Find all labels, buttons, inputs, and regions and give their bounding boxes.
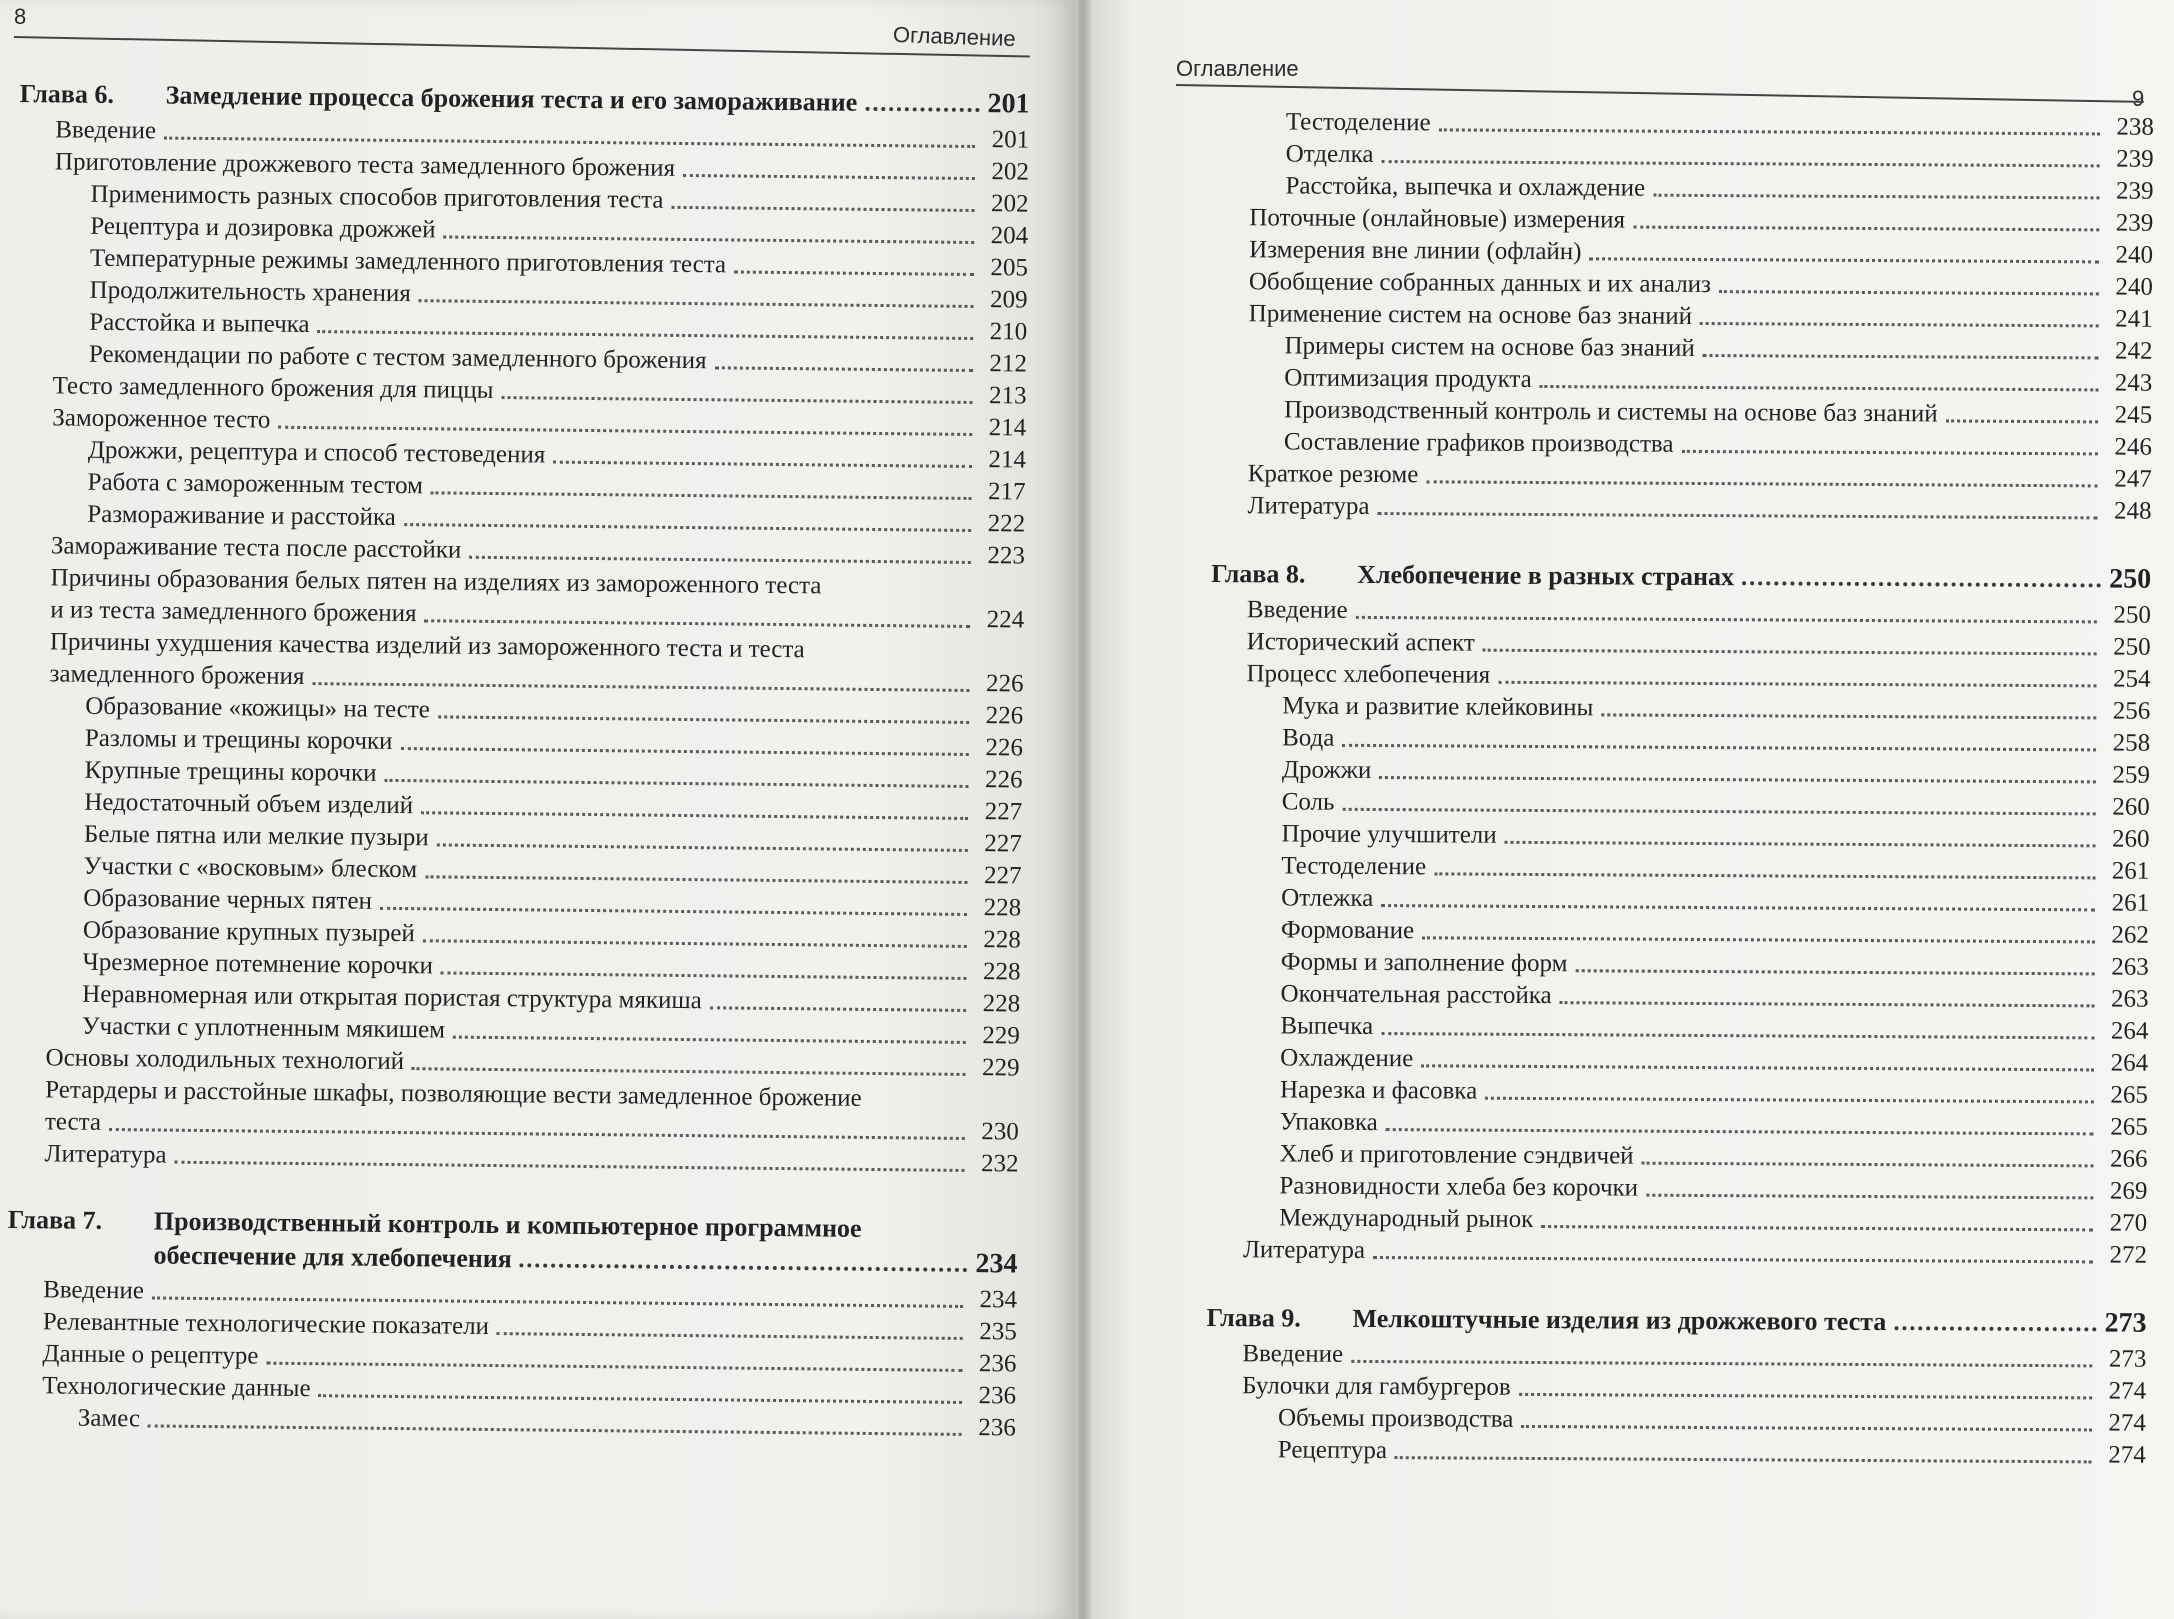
- dot-leader: [520, 1263, 968, 1272]
- dot-leader: [1575, 969, 2094, 975]
- toc-entry-label: Формование: [1280, 916, 1415, 945]
- toc-entry-page: 264: [2110, 1049, 2149, 1077]
- toc-entry-page: 248: [2113, 497, 2152, 525]
- toc-entry-label: Отлежка: [1281, 884, 1374, 912]
- right-running-title: Оглавление: [1176, 56, 1299, 81]
- dot-leader: [1646, 1194, 2093, 1200]
- toc-entry-page: 214: [988, 414, 1027, 442]
- toc-entry-page: 260: [2112, 793, 2150, 821]
- toc-entry-page: 274: [2108, 1441, 2146, 1469]
- toc-entry-page: 264: [2110, 1017, 2149, 1045]
- toc-entry-page: 236: [978, 1414, 1016, 1442]
- toc-entry-label: Белые пятна или мелкие пузыри: [83, 820, 429, 852]
- right-page-number: 9: [2132, 86, 2145, 111]
- dot-leader: [1540, 385, 2099, 391]
- dot-leader: [1642, 1162, 2094, 1168]
- dot-leader: [1434, 872, 2095, 879]
- chapter-number: Глава 8.: [1211, 558, 1306, 589]
- toc-entry-label: Рецептура и дозировка дрожжей: [90, 212, 436, 244]
- toc-entry-page: 229: [981, 1054, 1020, 1082]
- right-header-rule: [1176, 84, 2144, 103]
- toc-entry-page: 254: [2112, 665, 2151, 693]
- dot-leader: [1505, 841, 2096, 848]
- chapter-heading: [1206, 1300, 2146, 1340]
- toc-entry: [9, 1074, 1020, 1149]
- dot-leader: [441, 971, 967, 980]
- toc-entry-page: 259: [2112, 761, 2151, 789]
- chapter-title: Замедление процесса брожения теста и его замораживание: [165, 80, 858, 117]
- chapter-number: Глава 6.: [19, 78, 115, 109]
- toc-entry-page: 212: [989, 350, 1028, 378]
- toc-entry-page: 227: [983, 862, 1022, 890]
- chapter-page: 201: [987, 88, 1030, 120]
- toc-entry-page: 217: [987, 478, 1026, 506]
- toc-entry-page: 201: [991, 126, 1030, 154]
- toc-entry-page: 236: [978, 1350, 1017, 1378]
- toc-entry-page: 245: [2114, 401, 2153, 429]
- toc-entry-label-cont: и из теста замедленного брожения: [50, 596, 417, 628]
- toc-entry-label: Замораживание теста после расстойки: [50, 532, 462, 564]
- toc-entry-label: Нарезка и фасовка: [1279, 1076, 1478, 1105]
- toc-entry-page: 250: [2113, 633, 2151, 661]
- toc-entry-page: 210: [989, 318, 1028, 346]
- dot-leader: [497, 1332, 963, 1340]
- toc-entry-page: 222: [987, 510, 1026, 538]
- toc-entry-page: 223: [987, 542, 1026, 570]
- toc-entry-page: 205: [990, 254, 1029, 282]
- toc-entry-label: Окончательная расстойка: [1280, 980, 1552, 1010]
- toc-entry-page: 261: [2111, 857, 2150, 885]
- toc-entry-page: 269: [2109, 1177, 2148, 1205]
- toc-entry-label: Охлаждение: [1280, 1044, 1414, 1073]
- dot-leader: [1946, 419, 2098, 423]
- toc-entry-page: 260: [2111, 825, 2150, 853]
- toc-entry-page: 236: [978, 1382, 1017, 1410]
- toc-entry-page: 232: [980, 1150, 1019, 1178]
- toc-entry-page: 239: [2115, 209, 2154, 237]
- toc-entry-page: 239: [2116, 145, 2154, 173]
- toc-entry-page: 263: [2110, 985, 2149, 1013]
- toc-entry-page: 272: [2109, 1241, 2148, 1269]
- dot-leader: [453, 1036, 966, 1044]
- toc-entry-label: Разломы и трещины корочки: [84, 724, 393, 755]
- toc-entry-page: 240: [2115, 273, 2153, 301]
- chapter-number: Глава 7.: [7, 1204, 103, 1235]
- toc-entry-page: 266: [2110, 1145, 2148, 1173]
- dot-leader: [380, 907, 967, 916]
- left-page: [0, 0, 1076, 1619]
- toc-entry-label: Расстойка и выпечка: [89, 308, 310, 339]
- toc-entry-page: 204: [990, 222, 1029, 250]
- dot-leader: [1498, 681, 2096, 688]
- toc-entry-label: Размораживание и расстойка: [87, 500, 396, 531]
- dot-leader: [319, 1394, 963, 1404]
- toc-entry-label: Тестоделение: [1281, 852, 1427, 881]
- toc-entry-page: 229: [982, 1022, 1021, 1050]
- dot-leader: [1703, 354, 2099, 359]
- toc-entry-page: 235: [979, 1318, 1017, 1346]
- dot-leader: [443, 235, 974, 244]
- toc-entry-label: Отделка: [1285, 140, 1374, 168]
- toc-entry-label: Применимость разных способов приготовления теста: [90, 180, 664, 214]
- dot-leader: [1521, 1425, 2092, 1431]
- toc-entry-label: Мука и развитие клейковины: [1282, 692, 1594, 722]
- dot-leader: [421, 811, 968, 820]
- chapter-gap: [1211, 522, 2151, 550]
- book-gutter: [1076, 0, 1092, 1619]
- toc-entry-page: 247: [2114, 465, 2152, 493]
- toc-entry-label: Вода: [1282, 724, 1335, 752]
- toc-entry-page: 228: [983, 894, 1022, 922]
- chapter-page: 234: [975, 1248, 1018, 1280]
- toc-entry-label: Тестоделение: [1285, 108, 1431, 137]
- toc-entry: [1206, 1434, 2146, 1472]
- dot-leader: [1381, 160, 2099, 167]
- toc-entry-page: 256: [2112, 697, 2151, 725]
- toc-entry-page: 250: [2113, 601, 2151, 629]
- dot-leader: [425, 875, 967, 884]
- toc-entry-page: 226: [985, 670, 1024, 698]
- toc-entry-page: 238: [2116, 113, 2154, 141]
- dot-leader: [710, 1006, 966, 1012]
- dot-leader: [1381, 1032, 2094, 1039]
- toc-entry-label: Введение: [1242, 1340, 1344, 1368]
- dot-leader: [1700, 322, 2099, 327]
- toc-entry-label: Введение: [55, 116, 157, 145]
- toc-entry: [1207, 1234, 2147, 1272]
- dot-leader: [174, 1161, 964, 1172]
- toc-entry: [1210, 754, 2150, 792]
- toc-entry-label: Неравномерная или открытая пористая структура мякиша: [82, 980, 702, 1015]
- dot-leader: [431, 491, 972, 500]
- toc-entry: [13, 626, 1024, 701]
- dot-leader: [423, 939, 967, 948]
- dot-leader: [1560, 1001, 2095, 1007]
- dot-leader: [1483, 649, 2097, 656]
- toc-entry-page: 262: [2111, 921, 2150, 949]
- dot-leader: [164, 137, 975, 148]
- dot-leader: [384, 779, 968, 788]
- toc-entry-label: Ретардеры и расстойные шкафы, позволяющие вести замедленное брожение: [45, 1076, 862, 1112]
- toc-entry-page: 263: [2111, 953, 2149, 981]
- toc-entry-label: Образование черных пятен: [83, 884, 373, 915]
- dot-leader: [1421, 1064, 2094, 1071]
- toc-entry-label: Обобщение собранных данных и их анализ: [1248, 268, 1712, 299]
- dot-leader: [714, 366, 972, 372]
- left-header-rule: [14, 36, 1030, 58]
- toc-entry-page: 227: [984, 830, 1023, 858]
- toc-entry-label: Измерения вне линии (офлайн): [1249, 236, 1582, 266]
- dot-leader: [553, 461, 972, 468]
- dot-leader: [419, 299, 974, 308]
- toc-entry-label: Данные о рецептуре: [42, 1340, 259, 1370]
- left-toc: [6, 64, 1030, 1445]
- toc-entry-label: Работа с замороженным тестом: [87, 468, 424, 500]
- toc-entry: [1211, 490, 2151, 528]
- toc-entry-page: 234: [979, 1286, 1018, 1314]
- toc-entry-label: Технологические данные: [42, 1372, 311, 1403]
- dot-leader: [278, 426, 972, 436]
- dot-leader: [1589, 257, 2099, 263]
- toc-entry-label: Участки с уплотненным мякишем: [81, 1012, 446, 1044]
- dot-leader: [734, 270, 974, 276]
- toc-entry-page: 265: [2110, 1081, 2149, 1109]
- dot-leader: [1742, 581, 2101, 587]
- toc-entry-page: 261: [2111, 889, 2150, 917]
- left-page-number: 8: [14, 4, 27, 29]
- toc-entry-page: 274: [2108, 1409, 2147, 1437]
- dot-leader: [683, 174, 975, 180]
- dot-leader: [1681, 450, 2097, 456]
- dot-leader: [1379, 776, 2096, 783]
- right-page: [1092, 0, 2174, 1619]
- dot-leader: [1356, 616, 2097, 624]
- dot-leader: [1894, 1326, 2096, 1331]
- toc-entry-label: Образование крупных пузырей: [82, 916, 415, 948]
- toc-entry-label: Производственный контроль и системы на основе баз знаний: [1284, 396, 1938, 428]
- chapter-heading: [20, 76, 1030, 121]
- toc-entry-label: Крупные трещины корочки: [84, 756, 377, 787]
- left-running-title: Оглавление: [892, 21, 1017, 52]
- toc-entry-label: Температурные режимы замедленного приготовления теста: [89, 244, 727, 279]
- toc-entry-page: 273: [2108, 1345, 2147, 1373]
- toc-entry-label: Разновидности хлеба без корочки: [1279, 1172, 1639, 1202]
- toc-entry-page: 241: [2115, 305, 2153, 333]
- toc-entry-label: Применение систем на основе баз знаний: [1248, 300, 1693, 330]
- dot-leader: [266, 1362, 962, 1372]
- toc-entry-label: Прочие улучшители: [1281, 820, 1497, 849]
- toc-entry-page: 240: [2115, 241, 2154, 269]
- dot-leader: [148, 1424, 962, 1436]
- dot-leader: [1719, 290, 2099, 295]
- dot-leader: [1351, 1360, 2092, 1368]
- toc-entry-label: Приготовление дрожжевого теста замедленного брожения: [54, 148, 676, 182]
- toc-entry-label: Рецептура: [1277, 1436, 1388, 1465]
- toc-entry-label: Дрожжи: [1281, 756, 1372, 784]
- toc-entry-label: Булочки для гамбургеров: [1242, 1372, 1511, 1401]
- toc-entry-page: 214: [988, 446, 1027, 474]
- toc-entry-label: Продолжительность хранения: [89, 276, 412, 308]
- toc-entry-label: Краткое резюме: [1247, 460, 1419, 489]
- toc-entry-page: 226: [984, 766, 1023, 794]
- dot-leader: [1373, 1256, 2093, 1263]
- toc-entry-page: 224: [986, 606, 1025, 634]
- dot-leader: [425, 619, 971, 628]
- toc-entry-page: 202: [990, 190, 1029, 218]
- toc-entry-label: Чрезмерное потемнение корочки: [82, 948, 434, 980]
- toc-entry-page: 202: [991, 158, 1030, 186]
- toc-entry-label: Литература: [44, 1140, 167, 1169]
- toc-entry: [14, 562, 1025, 637]
- toc-entry-page: 226: [985, 702, 1024, 730]
- dot-leader: [438, 715, 969, 724]
- toc-entry-label: Тесто замедленного брожения для пиццы: [52, 372, 494, 404]
- dot-leader: [1342, 744, 2096, 752]
- chapter-title: Мелкоштучные изделия из дрожжевого теста: [1352, 1303, 1887, 1337]
- dot-leader: [1653, 194, 2099, 200]
- toc-entry-label: Введение: [43, 1276, 145, 1305]
- toc-entry-label: Введение: [1246, 596, 1348, 624]
- toc-entry-label: Оптимизация продукта: [1284, 364, 1532, 393]
- dot-leader: [109, 1128, 965, 1140]
- toc-entry-label: Литература: [1242, 1236, 1366, 1264]
- dot-leader: [1395, 1456, 2092, 1463]
- toc-entry-page: 270: [2109, 1209, 2148, 1237]
- dot-leader: [1386, 1128, 2094, 1135]
- toc-entry-label: Замес: [77, 1404, 141, 1433]
- toc-entry-label: Поточные (онлайновые) измерения: [1249, 204, 1626, 234]
- toc-entry-label: Причины образования белых пятен на изделиях из замороженного теста: [50, 564, 822, 600]
- dot-leader: [501, 396, 972, 404]
- toc-entry-page: 265: [2110, 1113, 2148, 1141]
- toc-entry-label: Процесс хлебопечения: [1246, 660, 1491, 689]
- toc-entry-label: Упаковка: [1279, 1108, 1378, 1137]
- toc-entry-label: Образование «кожицы» на тесте: [85, 692, 430, 724]
- dot-leader: [404, 523, 971, 532]
- dot-leader: [152, 1296, 963, 1307]
- toc-entry-label: Объемы производства: [1277, 1404, 1514, 1433]
- toc-entry-label: Релевантные технологические показатели: [42, 1308, 490, 1340]
- dot-leader: [1541, 1225, 2093, 1231]
- chapter-number: Глава 9.: [1206, 1302, 1301, 1333]
- dot-leader: [437, 843, 968, 852]
- dot-leader: [671, 206, 974, 212]
- toc-entry-label: Исторический аспект: [1246, 628, 1475, 657]
- toc-entry-label: Соль: [1281, 788, 1335, 816]
- right-toc: [1206, 106, 2154, 1472]
- toc-entry-page: 246: [2114, 433, 2153, 461]
- dot-leader: [412, 1067, 966, 1076]
- chapter-heading: [1211, 556, 2151, 596]
- dot-leader: [318, 330, 974, 340]
- toc-entry-label: Составление графиков производства: [1283, 428, 1674, 458]
- toc-entry-label: Выпечка: [1280, 1012, 1374, 1040]
- dot-leader: [1633, 226, 2099, 232]
- toc-entry-label: Участки с «восковым» блеском: [83, 852, 418, 884]
- toc-entry-label: Основы холодильных технологий: [45, 1044, 405, 1076]
- toc-entry-page: 228: [983, 926, 1022, 954]
- dot-leader: [865, 107, 979, 112]
- toc-entry-page: 274: [2108, 1377, 2147, 1405]
- chapter-title: Хлебопечение в разных странах: [1357, 559, 1735, 592]
- dot-leader: [1519, 1393, 2092, 1400]
- toc-entry-page: 213: [988, 382, 1027, 410]
- toc-entry-page: 243: [2114, 369, 2153, 397]
- chapter-title: Производственный контроль и компьютерное программное: [153, 1206, 862, 1243]
- dot-leader: [469, 556, 971, 564]
- toc-entry-label: Причины ухудшения качества изделий из замороженного теста и теста: [49, 628, 805, 664]
- chapter-title-cont: обеспечение для хлебопечения: [153, 1240, 512, 1274]
- chapter-gap: [1207, 1266, 2147, 1294]
- toc-entry-label: Формы и заполнение форм: [1280, 948, 1568, 978]
- dot-leader: [1378, 512, 2098, 519]
- toc-entry-page: 258: [2112, 729, 2151, 757]
- toc-entry: [1210, 690, 2150, 728]
- toc-entry-label: Дрожжи, рецептура и способ тестоведения: [87, 436, 546, 469]
- toc-entry-page: 226: [985, 734, 1024, 762]
- chapter-heading: [7, 1204, 1018, 1281]
- toc-entry-page: 230: [981, 1118, 1020, 1146]
- dot-leader: [1426, 480, 2097, 487]
- toc-entry-label: Примеры систем на основе баз знаний: [1284, 332, 1695, 362]
- chapter-page: 250: [2109, 563, 2152, 595]
- toc-entry-page: 209: [989, 286, 1028, 314]
- dot-leader: [400, 747, 968, 756]
- toc-entry-page: 228: [982, 990, 1021, 1018]
- toc-entry-label: Недостаточный объем изделий: [84, 788, 414, 820]
- toc-entry-label: Замороженное тесто: [52, 404, 271, 434]
- toc-entry-page: 242: [2114, 337, 2153, 365]
- dot-leader: [1439, 128, 2100, 135]
- toc-entry-label-cont: теста: [44, 1108, 102, 1136]
- dot-leader: [1422, 936, 2095, 943]
- toc-entry-page: 239: [2115, 177, 2154, 205]
- dot-leader: [1601, 713, 2096, 719]
- chapter-page: 273: [2104, 1307, 2147, 1339]
- toc-entry-label: Хлеб и приготовление сэндвичей: [1279, 1140, 1634, 1170]
- dot-leader: [1342, 808, 2095, 816]
- toc-entry-page: 228: [982, 958, 1021, 986]
- toc-entry-label: Международный рынок: [1279, 1204, 1534, 1233]
- toc-entry-label: Расстойка, выпечка и охлаждение: [1285, 172, 1646, 202]
- dot-leader: [312, 682, 969, 692]
- toc-entry-label: Литература: [1247, 492, 1370, 520]
- toc-entry-label: Рекомендации по работе с тестом замедленного брожения: [88, 340, 707, 375]
- toc-entry-page: 227: [984, 798, 1023, 826]
- toc-entry-label-cont: замедленного брожения: [49, 660, 305, 691]
- dot-leader: [1381, 904, 2095, 911]
- dot-leader: [1485, 1097, 2094, 1104]
